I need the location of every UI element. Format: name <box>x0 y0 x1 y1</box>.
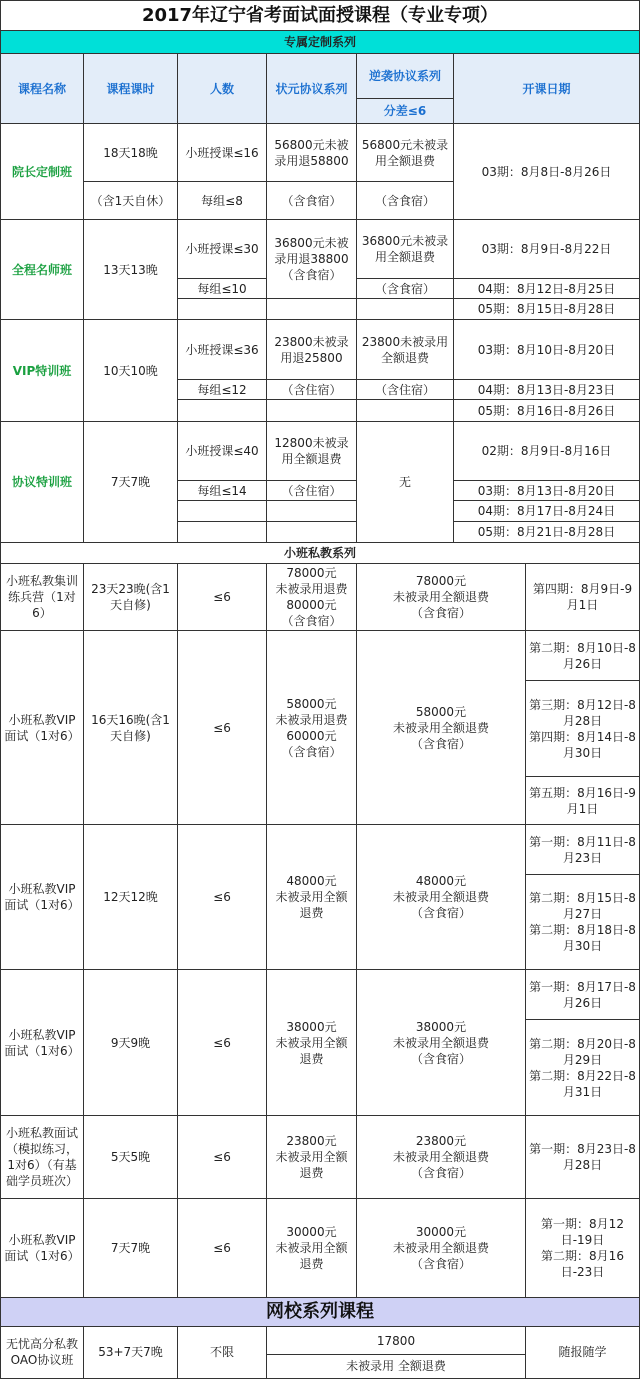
net-refund: 未被录用 全额退费 <box>346 1359 446 1373</box>
rev-note: （含住宿） <box>374 382 435 397</box>
rev-price: 56800元未被录用全额退费 <box>361 137 449 168</box>
top-note: （含住宿） <box>281 483 342 498</box>
class-size: 不限 <box>209 1345 234 1359</box>
top-price: 48000元 未被录用全额退费 <box>275 874 348 920</box>
start-date: 第一期：8月17日-8月26日 <box>529 979 636 1010</box>
start-date: 第一期：8月23日-8月28日 <box>529 1142 636 1172</box>
header-date: 开课日期 <box>454 54 639 123</box>
start-date: 第四期：8月9日-9月1日 <box>532 582 633 612</box>
top-price: 30000元 未被录用全额退费 <box>275 1225 348 1271</box>
start-date: 03期：8月9日-8月22日 <box>481 242 612 256</box>
course-hours: 12天12晚 <box>103 890 158 904</box>
course-hours: 10天10晚 <box>103 363 158 378</box>
rev-price: 无 <box>398 475 411 489</box>
header-hours: 课程课时 <box>84 54 177 123</box>
start-date: 第一期：8月11日-8月23日 <box>529 834 636 865</box>
custom-series-band: 专属定制系列 <box>1 31 639 53</box>
header-rev-sub: 分差≤6 <box>357 99 453 123</box>
group-size: 每组≤14 <box>197 483 247 498</box>
course-hours: 7天7晚 <box>110 1241 151 1255</box>
top-note: （含食宿） <box>281 193 342 208</box>
class-size: ≤6 <box>213 590 231 604</box>
course-name: 小班私教VIP面试（1对6） <box>4 1027 80 1058</box>
top-price: 23800未被录用退25800 <box>274 334 349 365</box>
rev-price: 78000元 未被录用全额退费 （含食宿） <box>392 574 489 620</box>
class-size: ≤6 <box>213 1241 231 1255</box>
course-name: 小班私教面试（模拟练习，1对6）（有基础学员班次） <box>5 1126 78 1188</box>
rev-price: 36800元未被录用全额退费 <box>361 234 449 264</box>
class-size: ≤6 <box>213 1035 231 1050</box>
start-date: 第二期：8月20日-8月29日 第二期：8月22日-8月31日 <box>529 1036 636 1099</box>
group-size: 每组≤10 <box>197 281 247 296</box>
start-date: 03期：8月8日-8月26日 <box>481 164 612 179</box>
class-size: ≤6 <box>213 1150 231 1164</box>
class-size: 小班授课≤16 <box>185 145 259 160</box>
course-hours: 23天23晚(含1天自修) <box>91 582 170 612</box>
course-hours: 18天18晚 <box>103 145 158 160</box>
course-name: 全程名师班 <box>11 262 72 277</box>
course-name: 小班私教集训练兵营（1对6） <box>5 574 78 620</box>
rev-price: 23800未被录用全额退费 <box>361 334 449 365</box>
top-price: 78000元 未被录用退费 80000元 （含食宿） <box>275 566 348 628</box>
net-price: 17800 <box>376 1333 416 1348</box>
course-hours: 16天16晚(含1天自修) <box>91 712 170 743</box>
header-course-name: 课程名称 <box>1 54 83 123</box>
online-series-band: 网校系列课程 <box>1 1298 639 1326</box>
rev-price: 58000元 未被录用全额退费 （含食宿） <box>392 704 489 751</box>
group-size: 每组≤12 <box>197 382 247 397</box>
start-date: 05期：8月21日-8月28日 <box>477 525 616 539</box>
header-top-series: 状元协议系列 <box>267 54 356 123</box>
course-hours: 7天7晚 <box>110 475 151 489</box>
class-size: ≤6 <box>213 720 231 735</box>
start-date: 02期：8月9日-8月16日 <box>481 444 612 458</box>
start-date: 04期：8月12日-8月25日 <box>477 281 616 296</box>
course-name: 协议特训班 <box>11 475 72 489</box>
top-price: 38000元 未被录用全额退费 <box>275 1019 348 1066</box>
class-size: 小班授课≤40 <box>185 444 259 458</box>
start-date: 第五期：8月16日-9月1日 <box>529 785 636 816</box>
start-date: 05期：8月15日-8月28日 <box>477 302 616 316</box>
start-date: 03期：8月13日-8月20日 <box>477 483 616 498</box>
start-date: 05期：8月16日-8月26日 <box>477 403 616 418</box>
course-name: 院长定制班 <box>11 164 72 179</box>
top-price: 12800未被录用全额退费 <box>274 436 349 466</box>
rev-price: 38000元 未被录用全额退费 （含食宿） <box>392 1019 489 1066</box>
top-price: 23800元 未被录用全额退费 <box>275 1134 348 1180</box>
course-name: 无忧高分私教OAO协议班 <box>5 1337 78 1367</box>
rev-price: 23800元 未被录用全额退费 （含食宿） <box>392 1134 489 1180</box>
start-date: 03期：8月10日-8月20日 <box>477 342 616 357</box>
start-date: 第二期：8月15日-8月27日 第二期：8月18日-8月30日 <box>529 891 636 953</box>
start-date: 04期：8月13日-8月23日 <box>477 382 616 397</box>
top-price: 56800元未被录用退58800 <box>274 137 349 168</box>
course-hours: 9天9晚 <box>110 1035 151 1050</box>
group-size: 每组≤8 <box>201 193 243 208</box>
top-price: 36800元未被录用退38800（含食宿） <box>274 236 349 282</box>
course-name: 小班私教VIP面试（1对6） <box>4 712 80 743</box>
course-name: 小班私教VIP面试（1对6） <box>4 1233 80 1263</box>
header-rev-series: 逆袭协议系列 <box>357 54 453 98</box>
rev-note: （含食宿） <box>374 281 435 296</box>
rev-price: 48000元 未被录用全额退费 （含食宿） <box>392 874 489 920</box>
rev-price: 30000元 未被录用全额退费 （含食宿） <box>392 1225 489 1271</box>
start-date: 04期：8月17日-8月24日 <box>477 504 616 518</box>
start-date: 第三期：8月12日-8月28日 第四期：8月14日-8月30日 <box>529 697 636 760</box>
start-date: 第一期：8月12日-19日 第二期：8月16日-23日 <box>541 1217 624 1279</box>
course-hours: 13天13晚 <box>103 262 158 277</box>
course-hours-note: （含1天自休） <box>90 193 171 208</box>
rev-note: （含食宿） <box>374 193 435 208</box>
start-date: 第二期：8月10日-8月26日 <box>529 640 636 671</box>
class-size: 小班授课≤30 <box>185 242 259 256</box>
page-title: 2017年辽宁省考面试面授课程（专业专项） <box>141 4 499 26</box>
course-name: VIP特训班 <box>12 363 72 378</box>
class-size: 小班授课≤36 <box>185 342 259 357</box>
private-series-heading: 小班私教系列 <box>283 546 356 560</box>
class-size: ≤6 <box>213 890 231 904</box>
course-hours: 5天5晚 <box>110 1150 151 1164</box>
top-price: 58000元 未被录用退费 60000元 （含食宿） <box>275 696 348 759</box>
course-name: 小班私教VIP面试（1对6） <box>4 882 80 912</box>
header-people: 人数 <box>178 54 266 123</box>
course-hours: 53+7天7晚 <box>98 1345 163 1359</box>
top-note: （含住宿） <box>281 382 342 397</box>
start-date: 随报随学 <box>558 1345 607 1359</box>
